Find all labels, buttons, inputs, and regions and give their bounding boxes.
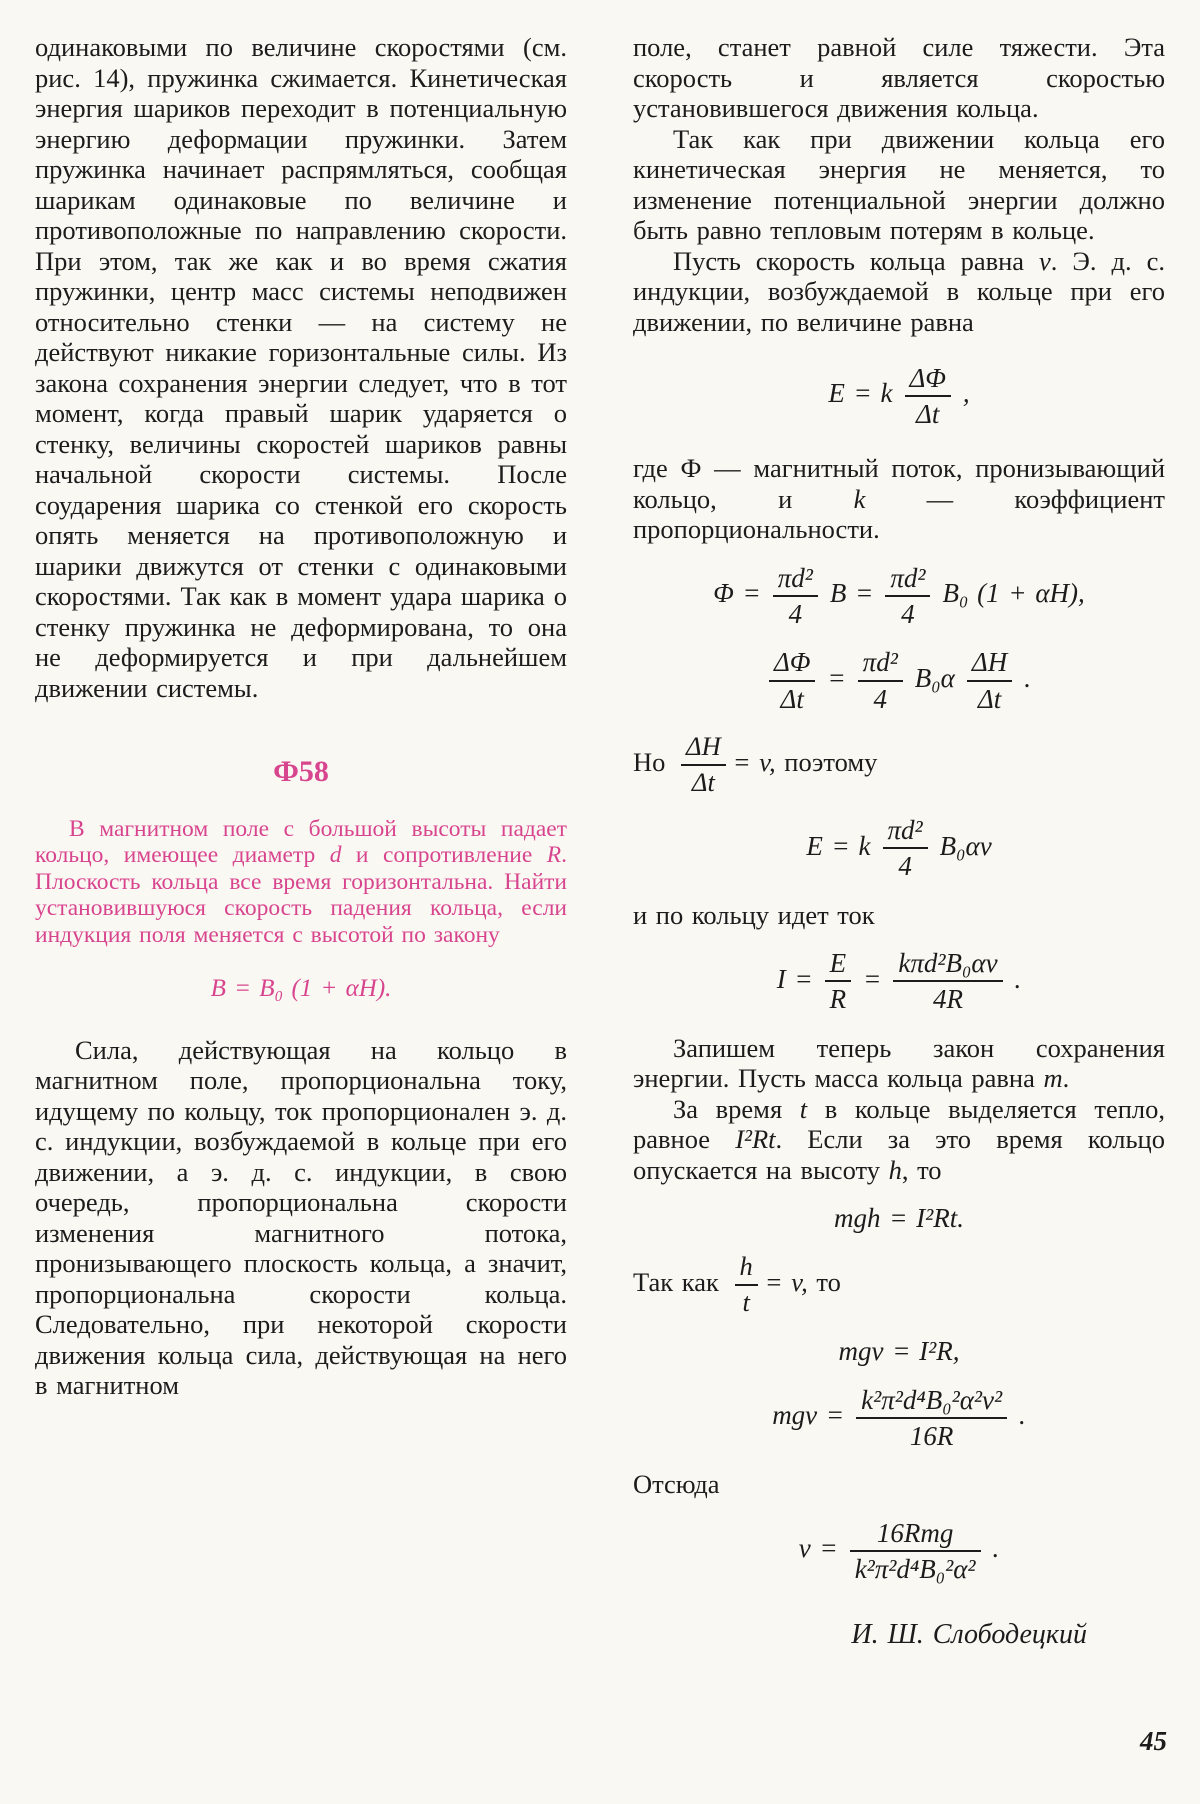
formula-text: B₀α xyxy=(914,662,955,693)
formula-text: mgh = I²Rt. xyxy=(833,1203,965,1234)
body-paragraph: Сила, действующая на кольцо в магнитном поле, пропорциональна току, идущему по кольцу, ток пропорционален э. д. с. индукции, возбуждаемой в кольце при его движении, а э. д. с. индукции, в свою очередь, пропорциональна скорости изменения магнитного потока, пронизывающего плоскость кольца, а значит, пропорциональна скорости кольца. Следовательно, при некоторой скорости движения кольца сила, действующая на него в магнитном xyxy=(35,1034,567,1400)
display-formula-mgv2 xyxy=(633,1385,1165,1451)
fraction: $\frac{\text{πd²}}{4}$ xyxy=(883,815,928,881)
display-formula-emf xyxy=(633,363,1165,429)
body-paragraph: Запишем теперь закон сохранения энергии. Пусть масса кольца равна m. xyxy=(633,1032,1165,1094)
fraction: $\frac{\text{πd²}}{4}$ xyxy=(885,563,930,629)
formula-text: Но xyxy=(633,746,666,777)
body-paragraph: Пусть скорость кольца равна v. Э. д. с. индукции, возбуждаемой в кольце при его движении, по величине равна xyxy=(633,245,1165,337)
right-column xyxy=(633,32,1165,1651)
fraction: $\frac{\Delta H}{\Delta t}$ xyxy=(681,732,726,797)
problem-formula: B = B₀ (1 + αH). xyxy=(210,975,392,1002)
formula-text: то xyxy=(816,1266,841,1297)
formula-text: B₀αv xyxy=(939,830,992,861)
display-formula-current xyxy=(633,948,1165,1014)
inline-formula-line-hv: Так как $\frac{h}{t}$ = v, то xyxy=(633,1251,841,1317)
left-column xyxy=(35,32,567,1401)
formula-text: B₀ (1 + αH), xyxy=(942,578,1085,609)
formula-text: Отсюда xyxy=(633,1469,720,1500)
fraction: $\frac{\text{kπd²B₀αv}}{4R}$ xyxy=(893,948,1002,1014)
problem-heading: Ф58 xyxy=(273,755,329,788)
body-paragraph: поле, станет равной силе тяжести. Эта скорость и является скоростью установившегося движения кольца. xyxy=(633,32,1165,123)
formula-text: E = k xyxy=(806,830,871,861)
formula-text: = xyxy=(863,963,882,994)
formula-text: Φ = xyxy=(713,578,761,609)
display-formula-emf2 xyxy=(633,815,1165,881)
page-number: 45 xyxy=(1140,1726,1167,1756)
display-formula-velocity xyxy=(633,1518,1165,1584)
formula-text: . xyxy=(1024,662,1031,693)
fraction: $\frac{\text{πd²}}{4}$ xyxy=(858,647,903,713)
fraction: $\frac{\text{πd²}}{4}$ xyxy=(773,563,818,629)
problem-statement: В магнитном поле с большой высоты падает кольцо, имеющее диаметр d и сопротивление R. Плоскость кольца все время горизонтальна. Найти установившуюся скорость падения кольца, если индукция поля меняется с высотой по закону xyxy=(35,815,567,948)
body-paragraph: За время t в кольце выделяется тепло, равное I²Rt. Если за это время кольцо опускается на высоту h, то xyxy=(633,1093,1165,1185)
formula-text: . xyxy=(1019,1400,1026,1431)
display-formula-mgh xyxy=(633,1203,1165,1234)
fraction: $\frac{h}{t}$ xyxy=(735,1252,758,1317)
fraction: $\frac{\Delta\Phi}{\Delta t}$ xyxy=(769,647,815,713)
display-formula-dflux xyxy=(633,647,1165,713)
formula-text: B = xyxy=(829,578,874,609)
formula-text: , xyxy=(962,378,970,409)
fraction: $\frac{\text{16Rmg}}{\text{k²π²d⁴B₀²α²}}$ xyxy=(850,1518,981,1584)
formula-text: . xyxy=(992,1532,1000,1563)
formula-text: и по кольцу идет ток xyxy=(633,899,875,930)
body-paragraph: одинаковыми по величине скоростями (см. рис. 14), пружинка сжимается. Кинетическая энергия шариков переходит в потенциальную энергию деформации пружинки. Затем пружинка начинает распрямляться, сообщая шарикам одинаковые по величине и противоположные по направлению скорости. При этом, так же как и во время сжатия пружинки, центр масс системы неподвижен относительно стенки — на систему не действуют никакие горизонтальные силы. Из закона сохранения энергии следует, что в тот момент, когда правый шарик ударяется о стенку, величины скоростей шариков равны начальной скорости системы. После соударения шарика со стенкой его скорость опять меняется на противоположную и шарики движутся от стенки с одинаковыми скоростями. Так как в момент удара шарика о стенку пружинка не деформирована, то она не деформируется и при дальнейшем движении системы. xyxy=(35,32,567,703)
formula-text: I = xyxy=(776,963,813,994)
formula-text: v = xyxy=(798,1532,838,1563)
author-signature: И. Ш. Слободецкий xyxy=(851,1619,1087,1650)
fraction: $\frac{\text{k²π²d⁴B₀²α²v²}}{16R}$ xyxy=(856,1385,1007,1451)
formula-text: mgv = I²R, xyxy=(838,1335,960,1366)
formula-text: Так как xyxy=(633,1266,719,1297)
fraction: $\frac{\Delta H}{\Delta t}$ xyxy=(967,647,1012,713)
text-line-current xyxy=(633,900,1165,930)
fraction: $\frac{E}{R}$ xyxy=(825,948,852,1014)
text-line-hence xyxy=(633,1469,1165,1499)
body-paragraph: Так как при движении кольца его кинетическая энергия не меняется, то изменение потенциальной энергии должно быть равно тепловым потерям в кольце. xyxy=(633,123,1165,245)
body-paragraph: где Ф — магнитный поток, пронизывающий кольцо, и k — коэффициент пропорциональности. xyxy=(633,453,1166,545)
formula-text: mgv = xyxy=(772,1400,845,1431)
formula-text: = xyxy=(827,662,846,693)
formula-text: . xyxy=(1014,963,1022,994)
inline-formula-line-but: Но $\frac{\Delta H}{\Delta t}$ = v, поэтому xyxy=(633,730,878,797)
fraction: $\frac{\Delta\Phi}{\Delta t}$ xyxy=(905,363,951,429)
display-formula-flux xyxy=(633,563,1165,629)
formula-text: E = k xyxy=(828,378,893,409)
display-formula-mgv1 xyxy=(633,1336,1165,1367)
formula-text: поэтому xyxy=(784,746,878,777)
